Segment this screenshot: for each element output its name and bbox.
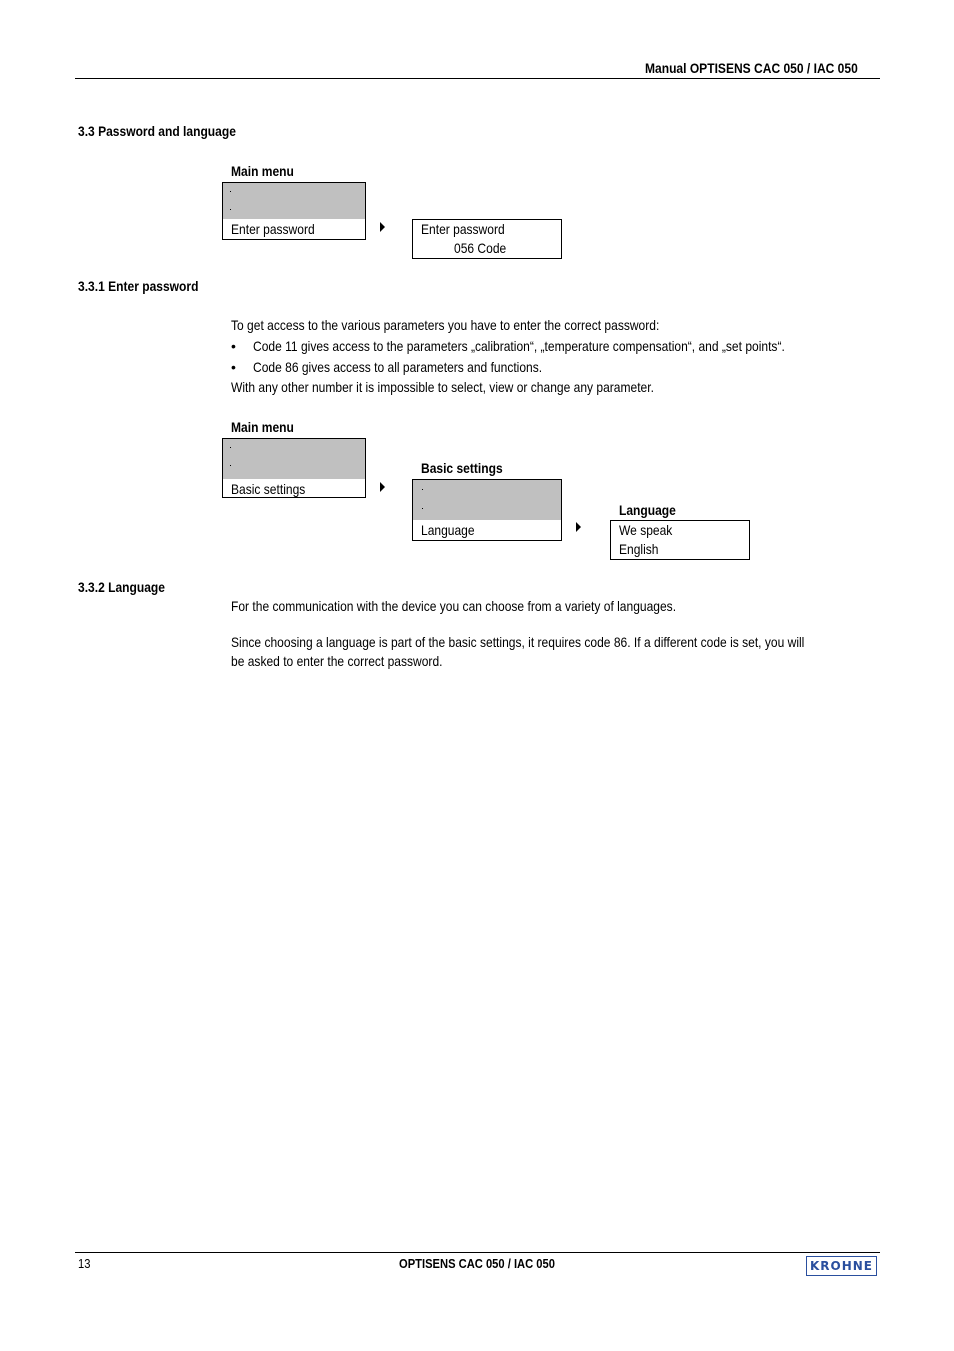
diagram1-main-menu-item: Enter password xyxy=(231,221,315,237)
paragraph-language-intro: For the communication with the device you can choose from a variety of languages. xyxy=(231,598,677,614)
diagram2-basic-settings-item: Language xyxy=(421,522,475,538)
arrow-right-icon xyxy=(380,222,385,232)
section-heading-3-3-1: 3.3.1 Enter password xyxy=(78,278,199,294)
diagram2-language-line1: We speak xyxy=(619,522,673,538)
diagram1-main-menu-label: Main menu xyxy=(231,163,294,179)
diagram1-main-menu-box xyxy=(222,182,366,240)
paragraph-language-line1: Since choosing a language is part of the basic settings, it requires code 86. If a different code is set, you will xyxy=(231,634,805,650)
section-heading-3-3: 3.3 Password and language xyxy=(78,123,236,139)
krohne-logo-text: KROHNE xyxy=(809,1259,874,1273)
paragraph-language-line2: be asked to enter the correct password. xyxy=(231,653,443,669)
diagram2-language-label: Language xyxy=(619,502,676,518)
bullet-symbol: • xyxy=(231,338,236,354)
diagram2-basic-settings-box xyxy=(412,479,562,541)
paragraph-intro: To get access to the various parameters you have to enter the correct password: xyxy=(231,317,660,333)
krohne-logo xyxy=(806,1256,877,1276)
menu-shaded-area xyxy=(413,480,561,520)
menu-shaded-area xyxy=(223,439,365,479)
header-title: Manual OPTISENS CAC 050 / IAC 050 xyxy=(645,60,858,76)
bullet-symbol: • xyxy=(231,359,236,375)
arrow-right-icon xyxy=(576,522,581,532)
diagram2-basic-settings-label: Basic settings xyxy=(421,460,503,476)
bullet-item-code-86: Code 86 gives access to all parameters and functions. xyxy=(253,359,543,375)
diagram2-main-menu-label: Main menu xyxy=(231,419,294,435)
diagram1-display-line1: Enter password xyxy=(421,221,505,237)
arrow-right-icon xyxy=(380,482,385,492)
diagram2-language-box xyxy=(610,520,750,560)
diagram2-language-line2: English xyxy=(619,541,659,557)
menu-shaded-area xyxy=(223,183,365,219)
page-number: 13 xyxy=(78,1256,91,1271)
header-rule xyxy=(75,78,880,79)
footer-title: OPTISENS CAC 050 / IAC 050 xyxy=(399,1256,555,1271)
section-heading-3-3-2: 3.3.2 Language xyxy=(78,579,165,595)
diagram2-main-menu-item: Basic settings xyxy=(231,481,306,497)
diagram2-main-menu-box xyxy=(222,438,366,498)
diagram1-display-box xyxy=(412,219,562,259)
paragraph-outro: With any other number it is impossible to select, view or change any parameter. xyxy=(231,379,654,395)
bullet-item-code-11: Code 11 gives access to the parameters „calibration“, „temperature compensation“, and „set points“. xyxy=(253,338,785,354)
footer-rule xyxy=(75,1252,880,1253)
diagram1-display-line2: 056 Code xyxy=(454,240,507,256)
